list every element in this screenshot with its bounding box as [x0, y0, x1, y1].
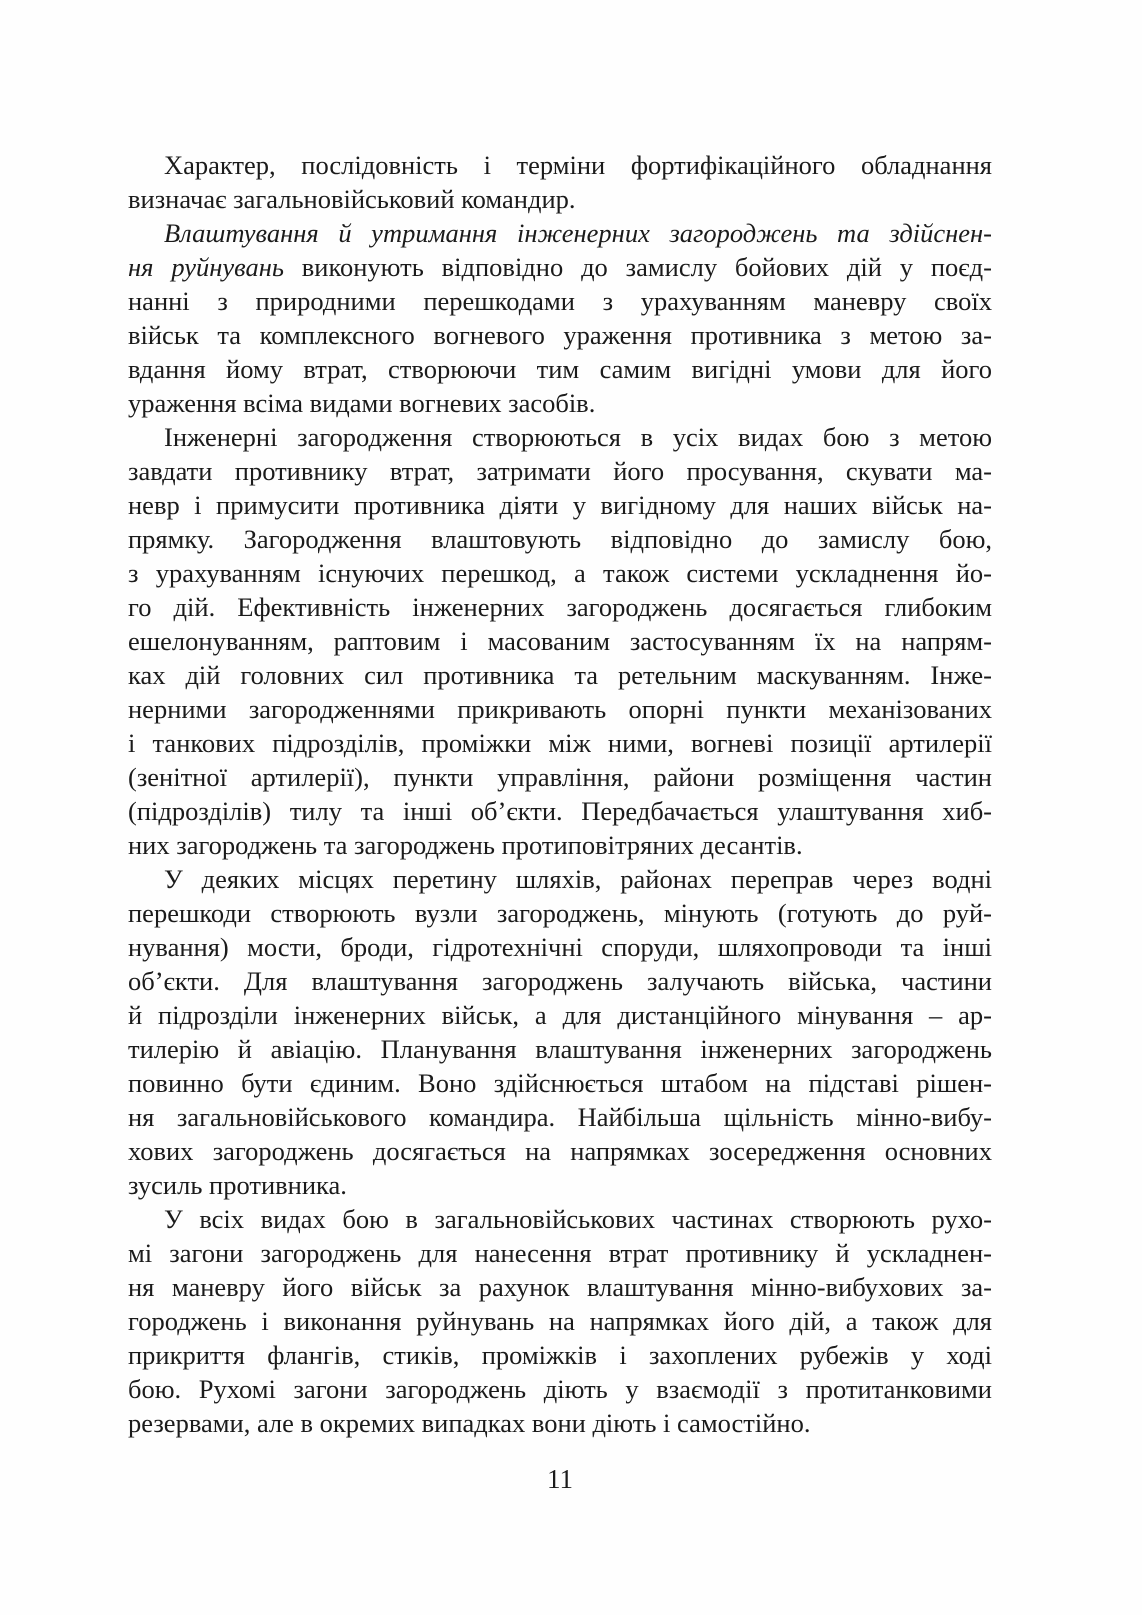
text-span: зусиль противника. — [128, 1170, 347, 1200]
text-span: виконують відповідно до замислу бойових дій у поєд- — [283, 252, 992, 282]
text-span: прикриття флангів, стиків, проміжків і захоплених рубежів у ході — [128, 1340, 992, 1370]
text-line — [128, 930, 992, 964]
text-span: ешелонуванням, раптовим і масованим застосуванням їх на напрям- — [128, 626, 992, 656]
text-line — [128, 1236, 992, 1270]
text-span: городжень і виконання руйнувань на напрямках його дій, а також для — [128, 1306, 992, 1336]
text-line — [128, 1100, 992, 1134]
text-line — [128, 964, 992, 998]
text-span: Характер, послідовність і терміни фортифікаційного обладнання — [164, 150, 992, 180]
text-line — [128, 726, 992, 760]
text-line — [128, 794, 992, 828]
text-line — [128, 352, 992, 386]
text-line — [128, 522, 992, 556]
text-span: нування) мости, броди, гідротехнічні споруди, шляхопроводи та інші — [128, 932, 992, 962]
text-line — [128, 896, 992, 930]
text-line — [128, 1066, 992, 1100]
text-span: нерними загородженнями прикривають опорні пункти механізованих — [128, 694, 992, 724]
text-line — [128, 590, 992, 624]
text-line — [128, 658, 992, 692]
text-span: прямку. Загородження влаштовують відповідно до замислу бою, — [128, 524, 992, 554]
text-line — [128, 488, 992, 522]
page-number: 11 — [547, 1464, 573, 1494]
text-span: хових загороджень досягається на напрямках зосередження основних — [128, 1136, 992, 1166]
text-span: нанні з природними перешкодами з урахуванням маневру своїх — [128, 286, 992, 316]
text-line — [128, 216, 992, 250]
text-line — [128, 998, 992, 1032]
text-line — [128, 420, 992, 454]
text-line — [128, 624, 992, 658]
text-line — [128, 1168, 992, 1202]
text-line — [128, 828, 992, 862]
text-span: військ та комплексного вогневого ураження противника з метою за- — [128, 320, 992, 350]
text-span: об’єкти. Для влаштування загороджень залучають війська, частини — [128, 966, 992, 996]
text-line — [128, 284, 992, 318]
text-line — [128, 1304, 992, 1338]
text-span: завдати противнику втрат, затримати його просування, скувати ма- — [128, 456, 992, 486]
text-span: й підрозділи інженерних військ, а для дистанційного мінування – ар- — [128, 1000, 992, 1030]
text-line — [128, 760, 992, 794]
text-span: них загороджень та загороджень протиповітряних десантів. — [128, 830, 803, 860]
text-line — [128, 182, 992, 216]
text-line — [128, 454, 992, 488]
text-span: невр і примусити противника діяти у вигідному для наших військ на- — [128, 490, 992, 520]
text-line — [128, 1338, 992, 1372]
text-line — [128, 318, 992, 352]
text-span: бою. Рухомі загони загороджень діють у взаємодії з протитанковими — [128, 1374, 992, 1404]
text-span: визначає загальновійськовий командир. — [128, 184, 576, 214]
text-span: ня маневру його військ за рахунок влаштування мінно-вибухових за- — [128, 1272, 992, 1302]
text-line — [128, 1032, 992, 1066]
text-line — [128, 862, 992, 896]
text-line — [128, 1134, 992, 1168]
text-span: У деяких місцях перетину шляхів, районах переправ через водні — [164, 864, 992, 894]
text-block — [128, 148, 992, 1440]
text-span: (зенітної артилерії), пункти управління, райони розміщення частин — [128, 762, 992, 792]
text-line — [128, 692, 992, 726]
text-line — [128, 250, 992, 284]
text-line — [128, 1406, 992, 1440]
italic-text-span: ня руйнувань — [128, 252, 284, 282]
text-span: Інженерні загородження створюються в усіх видах бою з метою — [164, 422, 992, 452]
text-line — [128, 386, 992, 420]
text-span: ках дій головних сил противника та ретельним маскуванням. Інже- — [128, 660, 992, 690]
text-span: і танкових підрозділів, проміжки між ними, вогневі позиції артилерії — [128, 728, 992, 758]
text-span: перешкоди створюють вузли загороджень, мінують (готують до руй- — [128, 898, 992, 928]
text-line — [128, 1270, 992, 1304]
text-span: ня загальновійськового командира. Найбільша щільність мінно-вибу- — [128, 1102, 992, 1132]
text-span: вдання йому втрат, створюючи тим самим вигідні умови для його — [128, 354, 992, 384]
text-span: з урахуванням існуючих перешкод, а також системи ускладнення йо- — [128, 558, 992, 588]
text-line — [128, 556, 992, 590]
text-span: (підрозділів) тилу та інші об’єкти. Передбачається улаштування хиб- — [128, 796, 992, 826]
text-span: повинно бути єдиним. Воно здійснюється штабом на підставі рішен- — [128, 1068, 992, 1098]
text-span: резервами, але в окремих випадках вони діють і самостійно. — [128, 1408, 811, 1438]
text-span: мі загони загороджень для нанесення втрат противнику й ускладнен- — [128, 1238, 992, 1268]
text-span: У всіх видах бою в загальновійськових частинах створюють рухо- — [164, 1204, 992, 1234]
text-line — [128, 1372, 992, 1406]
text-span: ураження всіма видами вогневих засобів. — [128, 388, 596, 418]
text-line — [128, 148, 992, 182]
text-span: го дій. Ефективність інженерних загороджень досягається глибоким — [128, 592, 992, 622]
text-line — [128, 1202, 992, 1236]
text-span: тилерію й авіацію. Планування влаштування інженерних загороджень — [128, 1034, 992, 1064]
italic-text-span: Влаштування й утримання інженерних загороджень та здійснен- — [164, 218, 992, 248]
